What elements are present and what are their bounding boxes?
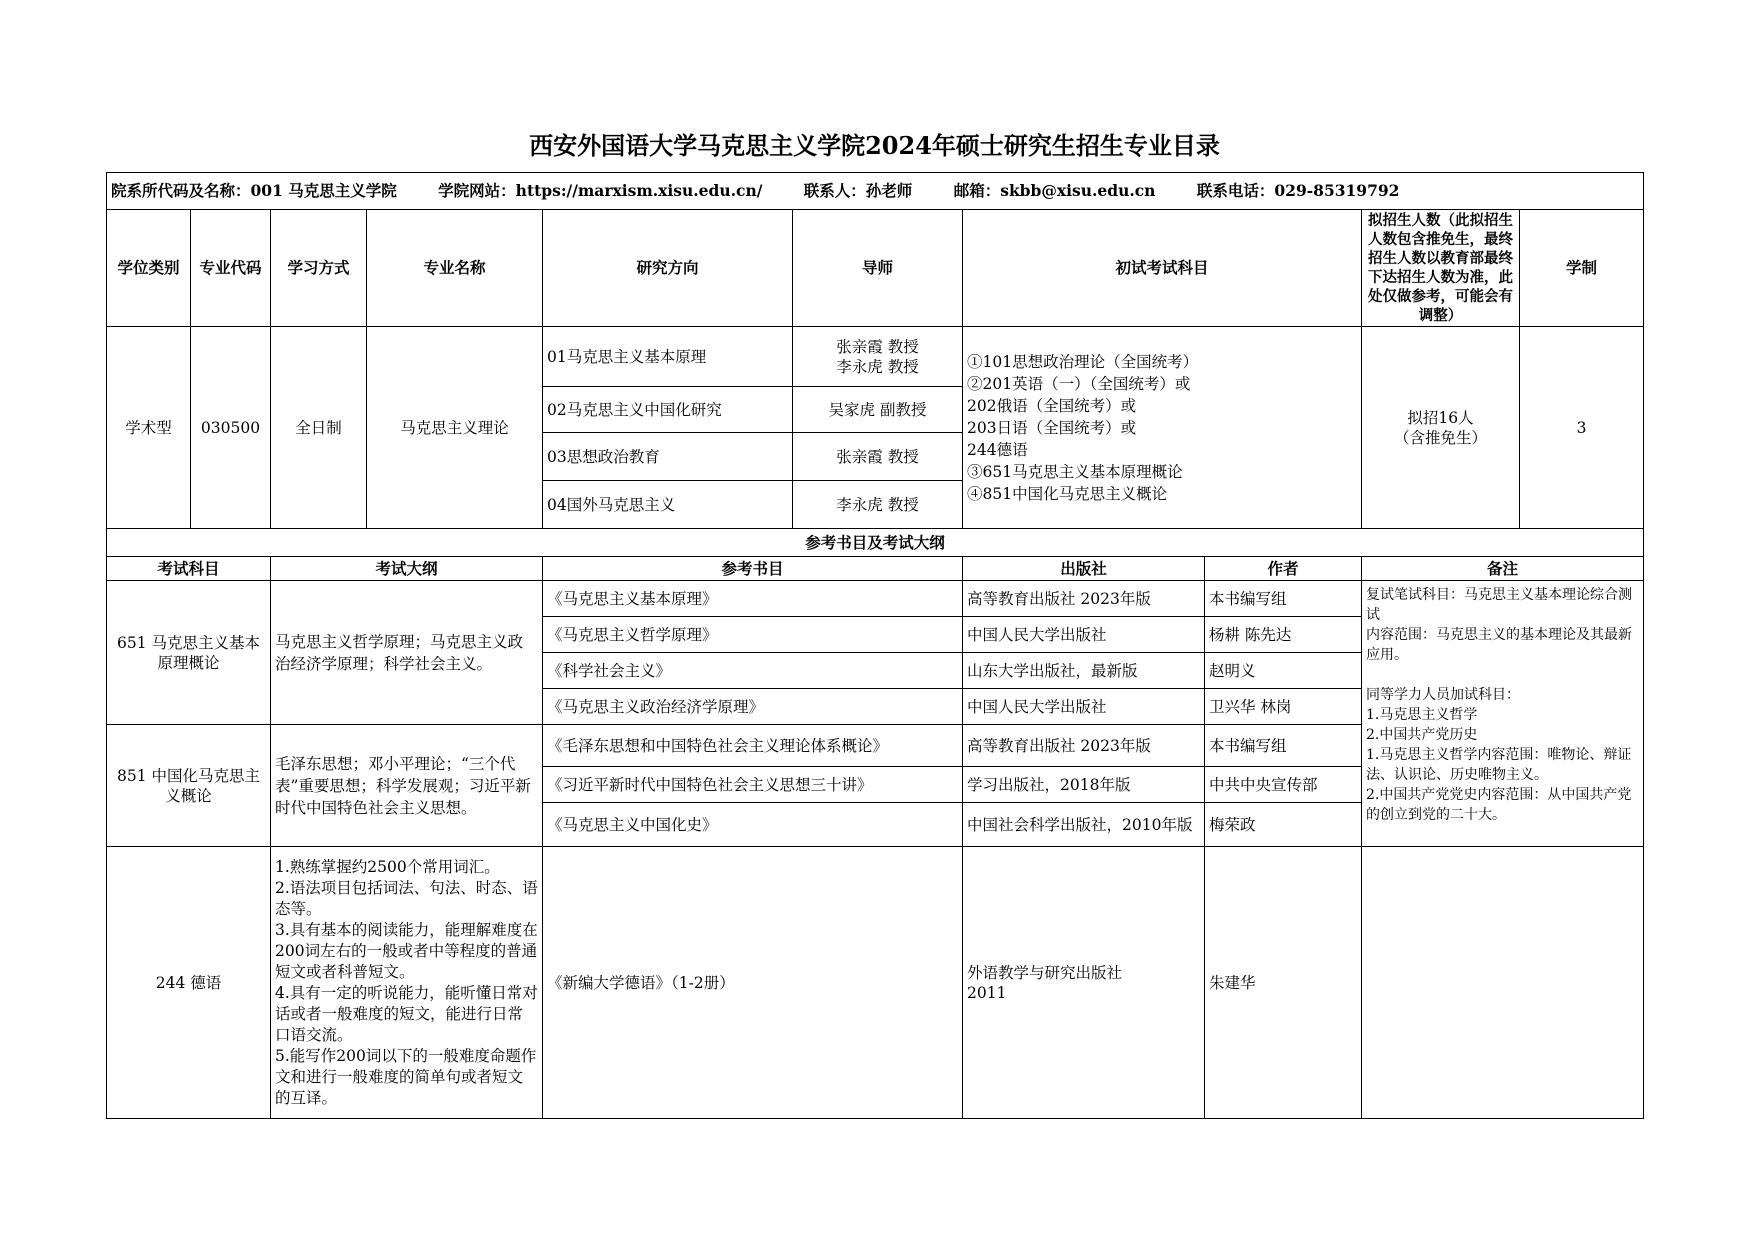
ref-book-cell: 《新编大学德语》（1-2册） xyxy=(543,847,963,1119)
quota-cell: 拟招16人 （含推免生） xyxy=(1362,327,1520,529)
header-study-mode: 学习方式 xyxy=(271,210,367,327)
study-mode-cell: 全日制 xyxy=(271,327,367,529)
contact-person: 联系人：孙老师 xyxy=(803,181,913,200)
direction-cell: 03思想政治教育 xyxy=(543,433,793,481)
header-direction: 研究方向 xyxy=(543,210,793,327)
contact-row xyxy=(107,173,1644,210)
page-title: 西安外国语大学马克思主义学院2024年硕士研究生招生专业目录 xyxy=(529,131,1220,160)
ref-publisher-cell: 高等教育出版社 2023年版 xyxy=(963,725,1205,767)
ref-book-cell: 《科学社会主义》 xyxy=(543,653,963,689)
header-exam-subjects: 初试考试科目 xyxy=(963,210,1362,327)
ref-header-publisher: 出版社 xyxy=(963,557,1205,581)
ref-section-title: 参考书目及考试大纲 xyxy=(107,529,1644,557)
major-name-cell: 马克思主义理论 xyxy=(367,327,543,529)
ref-author-cell: 中共中央宣传部 xyxy=(1205,767,1362,803)
ref-header-remark: 备注 xyxy=(1362,557,1644,581)
ref-author-cell: 杨耕 陈先达 xyxy=(1205,617,1362,653)
header-major-code: 专业代码 xyxy=(191,210,271,327)
header-degree-type: 学位类别 xyxy=(107,210,191,327)
ref-header-book: 参考书目 xyxy=(543,557,963,581)
ref-publisher-cell: 外语教学与研究出版社 2011 xyxy=(963,847,1205,1119)
ref-book-cell: 《马克思主义基本原理》 xyxy=(543,581,963,617)
ref-outline-cell: 马克思主义哲学原理；马克思主义政治经济学原理；科学社会主义。 xyxy=(271,581,543,725)
ref-outline-cell: 毛泽东思想；邓小平理论；“三个代表”重要思想；科学发展观；习近平新时代中国特色社会主义思想。 xyxy=(271,725,543,847)
ref-publisher-cell: 中国人民大学出版社 xyxy=(963,689,1205,725)
header-quota: 拟招生人数（此拟招生人数包含推免生，最终招生人数以教育部最终下达招生人数为准，此处仅做参考，可能会有调整） xyxy=(1362,210,1520,327)
advisor-cell: 李永虎 教授 xyxy=(793,481,963,529)
ref-publisher-cell: 高等教育出版社 2023年版 xyxy=(963,581,1205,617)
exam-subjects-cell: ①101思想政治理论（全国统考） ②201英语（一）（全国统考）或 202俄语（全国统考）或 203日语（全国统考）或 244德语 ③651马克思主义基本原理概论 ④851中国化马克思主义概论 xyxy=(963,327,1362,529)
ref-subject-cell: 244 德语 xyxy=(107,847,271,1119)
advisor-cell: 张亲霞 教授 xyxy=(793,433,963,481)
degree-type-cell: 学术型 xyxy=(107,327,191,529)
ref-book-cell: 《马克思主义政治经济学原理》 xyxy=(543,689,963,725)
ref-author-cell: 卫兴华 林岗 xyxy=(1205,689,1362,725)
direction-cell: 02马克思主义中国化研究 xyxy=(543,387,793,433)
ref-outline-cell: 1.熟练掌握约2500个常用词汇。 2.语法项目包括词法、句法、时态、语态等。 3.具有基本的阅读能力，能理解难度在200词左右的一般或者中等程度的普通短文或者科普短文。 4.具有一定的听说能力，能听懂日常对话或者一般难度的短文，能进行日常口语交流。 5.能写作200词以下的一般难度命题作文和进行一般难度的简单句或者短文的互译。 xyxy=(271,847,543,1119)
ref-publisher-cell: 中国社会科学出版社，2010年版 xyxy=(963,803,1205,847)
ref-subject-cell: 851 中国化马克思主义概论 xyxy=(107,725,271,847)
ref-header-subject: 考试科目 xyxy=(107,557,271,581)
ref-author-cell: 朱建华 xyxy=(1205,847,1362,1119)
remark-cell: 复试笔试科目：马克思主义基本理论综合测试 内容范围：马克思主义的基本理论及其最新应用。 同等学力人员加试科目： 1.马克思主义哲学 2.中国共产党历史 1.马克思主义哲学内容范围：唯物论、辩证法、认识论、历史唯物主义。 2.中国共产党党史内容范围：从中国共产党的创立到党的二十大。 xyxy=(1362,581,1644,847)
ref-subject-cell: 651 马克思主义基本原理概论 xyxy=(107,581,271,725)
ref-book-cell: 《马克思主义中国化史》 xyxy=(543,803,963,847)
phone-label: 联系电话：029-85319792 xyxy=(1196,181,1400,200)
ref-publisher-cell: 中国人民大学出版社 xyxy=(963,617,1205,653)
ref-header-outline: 考试大纲 xyxy=(271,557,543,581)
ref-publisher-cell: 学习出版社，2018年版 xyxy=(963,767,1205,803)
dept-label: 院系所代码及名称：001 马克思主义学院 xyxy=(111,181,397,200)
major-code-cell: 030500 xyxy=(191,327,271,529)
ref-header-author: 作者 xyxy=(1205,557,1362,581)
duration-cell: 3 xyxy=(1520,327,1644,529)
ref-publisher-cell: 山东大学出版社，最新版 xyxy=(963,653,1205,689)
direction-cell: 04国外马克思主义 xyxy=(543,481,793,529)
catalog-table xyxy=(106,172,1644,1119)
header-advisor: 导师 xyxy=(793,210,963,327)
remark-empty-cell xyxy=(1362,847,1644,1119)
header-duration: 学制 xyxy=(1520,210,1644,327)
ref-book-cell: 《习近平新时代中国特色社会主义思想三十讲》 xyxy=(543,767,963,803)
website-label: 学院网站：https://marxism.xisu.edu.cn/ xyxy=(438,181,763,200)
ref-book-cell: 《毛泽东思想和中国特色社会主义理论体系概论》 xyxy=(543,725,963,767)
advisor-cell: 吴家虎 副教授 xyxy=(793,387,963,433)
ref-author-cell: 本书编写组 xyxy=(1205,725,1362,767)
direction-cell: 01马克思主义基本原理 xyxy=(543,327,793,387)
email-label: 邮箱：skbb@xisu.edu.cn xyxy=(953,181,1156,200)
advisor-cell: 张亲霞 教授 李永虎 教授 xyxy=(793,327,963,387)
ref-author-cell: 赵明义 xyxy=(1205,653,1362,689)
ref-book-cell: 《马克思主义哲学原理》 xyxy=(543,617,963,653)
ref-author-cell: 梅荣政 xyxy=(1205,803,1362,847)
header-major-name: 专业名称 xyxy=(367,210,543,327)
ref-author-cell: 本书编写组 xyxy=(1205,581,1362,617)
